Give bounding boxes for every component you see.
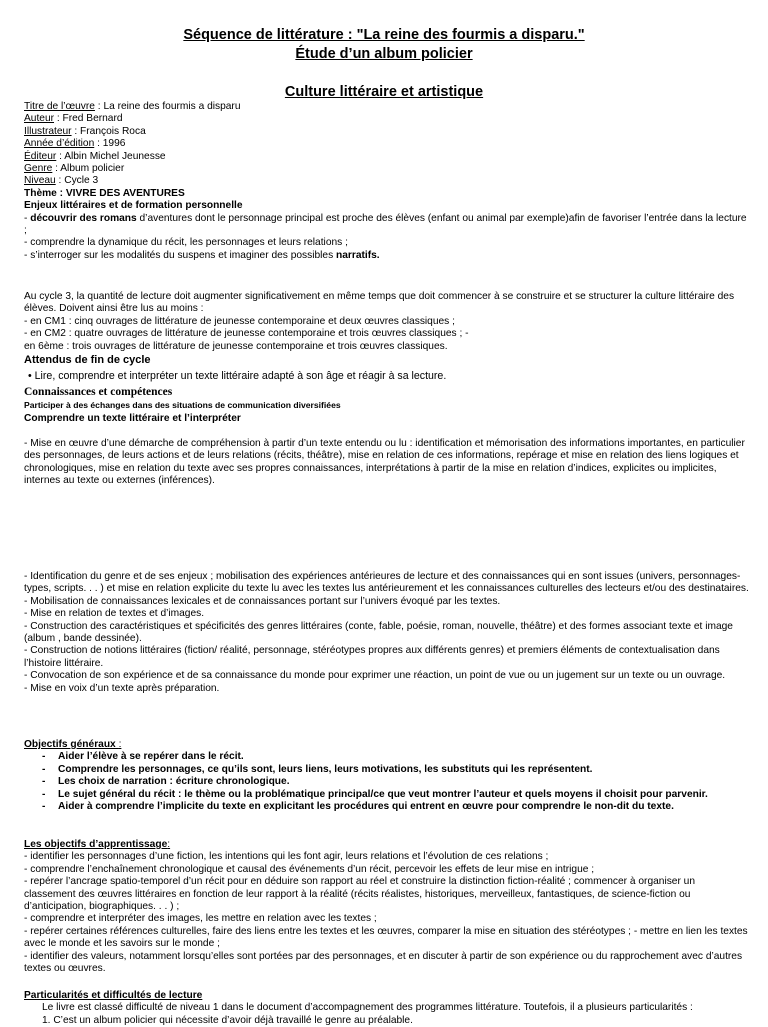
identification-item: - Construction de notions littéraires (fiction/ réalité, personnage, stéréotypes propres aux différents genres) et premiers éléments de contextualisation dans l’histoire littéraire. bbox=[24, 645, 720, 669]
document-title-line1: Séquence de littérature : "La reine des fourmis a disparu." bbox=[183, 27, 585, 43]
enjeux-item-3: - s’interroger sur les modalités du suspens et imaginer des possibles narratifs. bbox=[24, 249, 380, 261]
cycle-cm2: - en CM2 : quatre ouvrages de littérature de jeunesse contemporaine et trois œuvres classiques ; - bbox=[24, 328, 469, 340]
objectifs-apprentissage-heading: Les objectifs d’apprentissage: bbox=[24, 839, 171, 850]
apprentissage-item: - identifier des valeurs, notamment lorsqu’elles sont portées par des personnages, et en discuter à partir de son expérience ou du rapprochement avec d’autres textes ou œuvres. bbox=[24, 950, 743, 975]
identification-item: - Mise en voix d’un texte après préparation. bbox=[24, 682, 220, 694]
list-item: - Aider à comprendre l’implicite du texte en explicitant les procédures qui entrent en œuvre pour comprendre le non-dit du texte. bbox=[24, 801, 749, 813]
connaissances-heading: Connaissances et compétences bbox=[24, 386, 173, 398]
metadata-title: Titre de l’œuvre : La reine des fourmis a disparu bbox=[24, 101, 241, 112]
theme-heading: Thème : VIVRE DES AVENTURES bbox=[24, 187, 185, 199]
metadata-level: Niveau : Cycle 3 bbox=[24, 175, 99, 187]
list-item: - Les choix de narration : écriture chronologique. bbox=[24, 776, 749, 788]
objectifs-generaux-heading: Objectifs généraux : bbox=[24, 739, 122, 750]
identification-item: - Identification du genre et de ses enjeux ; mobilisation des expériences antérieures de lecture et des connaissances qui en sont issues (univers, personnages-types, scripts. . . ) et mise en relation explicite du texte lu avec les textes lus antérieurement et les connaissances culturelles des lecteurs et/ou des destinataires. bbox=[24, 571, 749, 595]
metadata-illustrator: Illustrateur : François Roca bbox=[24, 125, 146, 137]
comprendre-heading: Comprendre un texte littéraire et l’interpréter bbox=[24, 412, 241, 424]
mise-en-oeuvre-paragraph: - Mise en œuvre d’une démarche de compréhension à partir d’un texte entendu ou lu : identification et mémorisation des informations importantes, en particulier des personnages, de leurs actions et de leurs relations (récits, théâtre), mise en relation de ces informations, repérage et mise en relation des liens logiques et chronologiques, mise en relation du texte avec ses propres connaissances, interprétations à partir de la mise en relation d’indices, explicites ou implicites, internes au texte ou externes (inférences). bbox=[24, 438, 745, 487]
identification-list bbox=[24, 571, 749, 695]
list-item: - Aider l’élève à se repérer dans le récit. bbox=[24, 751, 749, 763]
enjeux-item-2: - comprendre la dynamique du récit, les personnages et leurs relations ; bbox=[24, 237, 348, 249]
particularites-section bbox=[24, 990, 749, 1027]
objectifs-generaux-section bbox=[24, 739, 749, 813]
list-item: - Comprendre les personnages, ce qu’ils sont, leurs liens, leurs motivations, les substituts qui les représentent. bbox=[24, 764, 749, 776]
document-title-line2: Étude d’un album policier bbox=[295, 46, 473, 62]
attendus-bullet: • Lire, comprendre et interpréter un texte littéraire adapté à son âge et réagir à sa lecture. bbox=[28, 370, 447, 383]
enjeux-heading: Enjeux littéraires et de formation personnelle bbox=[24, 200, 243, 212]
particularites-item-1: 1. C’est un album policier qui nécessite d’avoir déjà travaillé le genre au préalable. bbox=[42, 1014, 413, 1026]
identification-item: - Mise en relation de textes et d’images. bbox=[24, 608, 205, 620]
cycle-sixieme: en 6ème : trois ouvrages de littérature de jeunesse contemporaine et trois œuvres classiques. bbox=[24, 340, 448, 352]
apprentissage-item: - identifier les personnages d’une fiction, les intentions qui les font agir, leurs relations et l’évolution de ces relations ; bbox=[24, 851, 549, 863]
identification-item: - Construction des caractéristiques et spécificités des genres littéraires (conte, fable, poésie, roman, nouvelle, théâtre) et des formes associant texte et image (album , bande dessinée). bbox=[24, 620, 733, 645]
objectifs-apprentissage-section bbox=[24, 839, 749, 975]
metadata-year: Année d’édition : 1996 bbox=[24, 138, 126, 150]
apprentissage-item: - repérer l’ancrage spatio-temporel d’un récit pour en déduire son rapport au réel et construire la distinction fiction-réalité ; commencer à organiser un classement des œuvres littéraires en fonction de leur rapport à la réalité (récits réalistes, historiques, merveilleux, fantastiques, de science-fiction ou d’anticipation, biographiques. . . ) ; bbox=[24, 876, 696, 913]
metadata-publisher: Éditeur : Albin Michel Jeunesse bbox=[24, 150, 166, 162]
metadata-block bbox=[24, 101, 749, 262]
list-item: - Le sujet général du récit : le thème ou la problématique principal/ce que veut montrer l’auteur et quels moyens il choisit pour parvenir. bbox=[24, 789, 749, 801]
identification-item: - Mobilisation de connaissances lexicales et de connaissances portant sur l’univers évoqué par les textes. bbox=[24, 595, 501, 607]
apprentissage-item: - comprendre et interpréter des images, les mettre en relation avec les textes ; bbox=[24, 913, 377, 925]
connaissances-section bbox=[24, 386, 749, 425]
enjeux-item-1: - découvrir des romans d’aventures dont le personnage principal est proche des élèves (enfant ou animal par exemple)afin de favoriser l’entrée dans la lecture ; bbox=[24, 212, 747, 237]
cycle-paragraph bbox=[24, 291, 749, 353]
cycle-cm1: - en CM1 : cinq ouvrages de littérature de jeunesse contemporaine et deux œuvres classiques ; bbox=[24, 315, 455, 327]
particularites-text: Le livre est classé difficulté de niveau 1 dans le document d’accompagnement des programmes littérature. Toutefois, il a plusieurs particularités : bbox=[42, 1002, 693, 1014]
section-title: Culture littéraire et artistique bbox=[284, 84, 484, 100]
attendus-section bbox=[24, 354, 749, 383]
particularites-heading: Particularités et difficultés de lecture bbox=[24, 990, 203, 1001]
metadata-genre: Genre : Album policier bbox=[24, 163, 125, 175]
apprentissage-item: - repérer certaines références culturelles, faire des liens entre les textes et les œuvres, comparer la mise en situation des stéréotypes ; - mettre en lien les textes avec le monde et les savoirs sur le monde ; bbox=[24, 925, 748, 950]
objectifs-generaux-list bbox=[24, 751, 749, 813]
metadata-author: Auteur : Fred Bernard bbox=[24, 113, 123, 125]
connaissances-sub: Participer à des échanges dans des situations de communication diversifiées bbox=[24, 400, 341, 411]
identification-item: - Convocation de son expérience et de sa connaissance du monde pour exprimer une réaction, un point de vue ou un jugement sur un texte ou un ouvrage. bbox=[24, 670, 726, 682]
attendus-heading: Attendus de fin de cycle bbox=[24, 354, 151, 366]
apprentissage-item: - comprendre l’enchaînement chronologique et causal des événements d’un récit, percevoir les effets de leur mise en intrigue ; bbox=[24, 863, 595, 875]
cycle-intro: Au cycle 3, la quantité de lecture doit augmenter significativement en même temps que doit commencer à se construire et se structurer la culture littéraire des élèves. Doivent ainsi être lus au moins : bbox=[24, 291, 735, 315]
